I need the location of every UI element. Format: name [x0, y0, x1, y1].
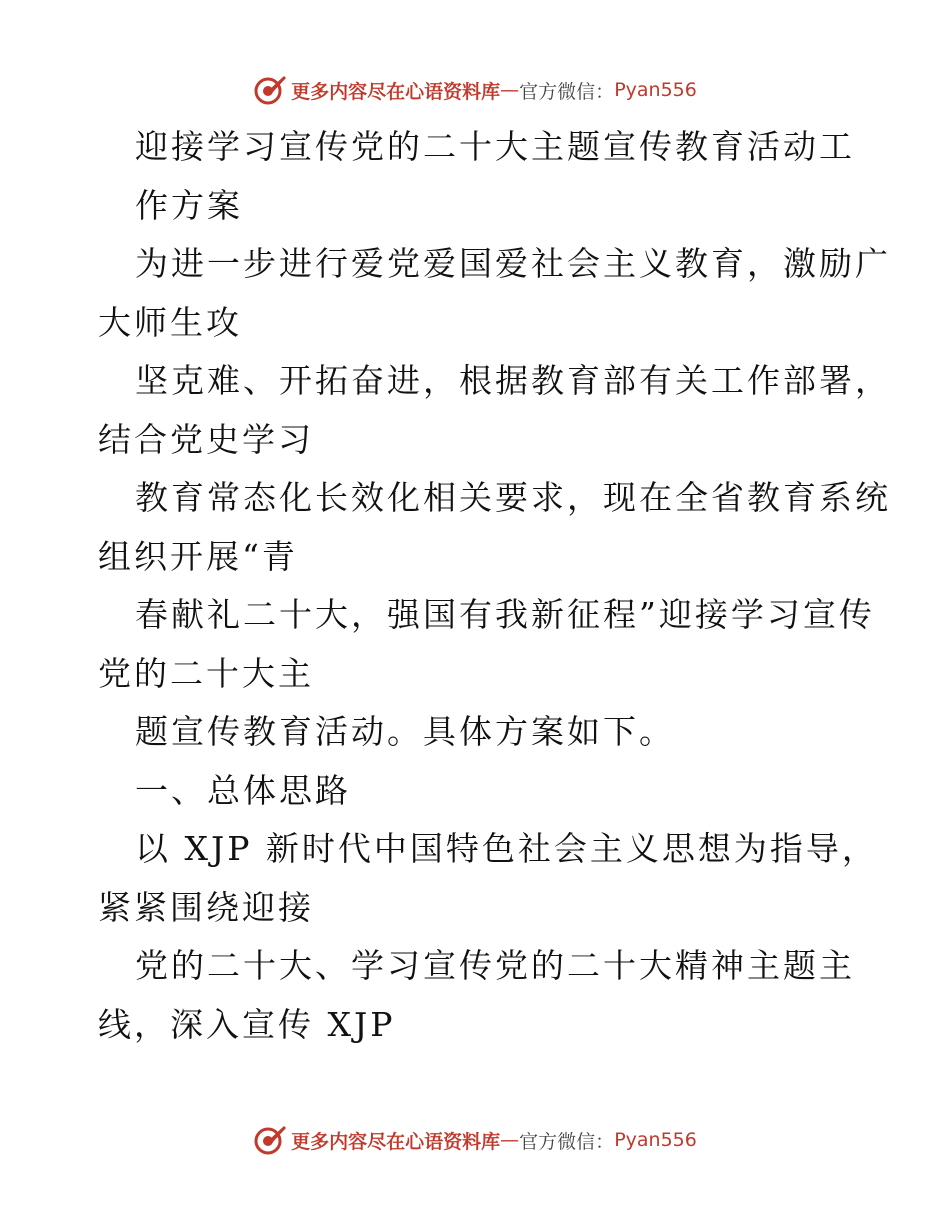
- text-line: 紧紧围绕迎接: [98, 887, 314, 927]
- footer-watermark: [0, 1120, 950, 1160]
- text-line: 以 XJP 新时代中国特色社会主义思想为指导，: [135, 829, 878, 868]
- watermark-label: 官方微信：: [519, 80, 615, 103]
- document-body: [0, 118, 950, 1054]
- logo-icon: [253, 73, 287, 107]
- text-line: 党的二十大主: [98, 653, 314, 693]
- document-title-line: 迎接学习宣传党的二十大主题宣传教育活动工: [135, 127, 855, 166]
- watermark-brand: 更多内容尽在心语资料库: [291, 1130, 501, 1153]
- text-line: 大师生攻: [98, 302, 242, 342]
- text-line: 组织开展“青: [98, 536, 298, 576]
- watermark-brand: 更多内容尽在心语资料库: [291, 80, 501, 103]
- watermark-label: 官方微信：: [519, 1130, 615, 1153]
- watermark-wechat-id: Pyan556: [614, 79, 697, 101]
- text-line: 教育常态化长效化相关要求，现在全省教育系统: [135, 478, 891, 517]
- watermark-wechat-id: Pyan556: [614, 1129, 697, 1151]
- watermark-separator: —: [500, 1129, 520, 1151]
- document-title-line: 作方案: [135, 185, 243, 225]
- text-line: 结合党史学习: [98, 419, 314, 459]
- text-line: 坚克难、开拓奋进，根据教育部有关工作部署，: [135, 361, 891, 400]
- text-line: 为进一步进行爱党爱国爱社会主义教育，激励广: [135, 244, 891, 283]
- text-line: 题宣传教育活动。具体方案如下。: [135, 712, 675, 751]
- text-line: 线，深入宣传 XJP: [98, 1004, 396, 1044]
- watermark-separator: —: [500, 79, 520, 101]
- text-line: 党的二十大、学习宣传党的二十大精神主题主: [135, 946, 855, 985]
- logo-icon: [253, 1123, 287, 1157]
- section-heading: 一、总体思路: [135, 770, 351, 810]
- text-line: 春献礼二十大，强国有我新征程”迎接学习宣传: [135, 595, 875, 634]
- header-watermark: [0, 70, 950, 110]
